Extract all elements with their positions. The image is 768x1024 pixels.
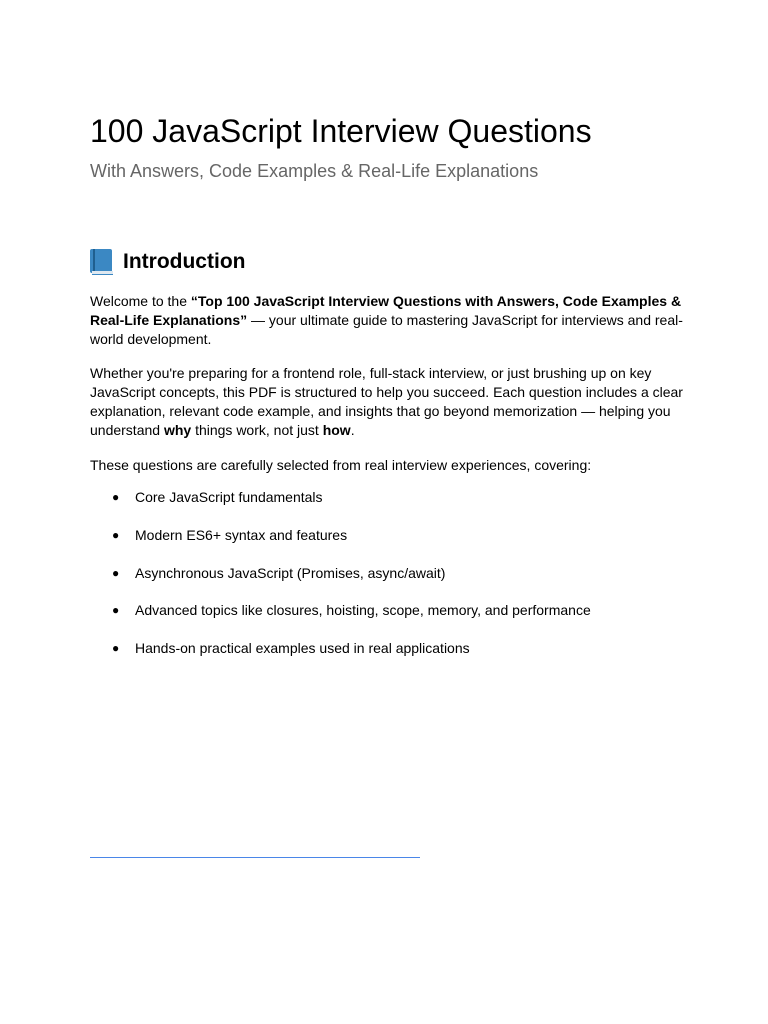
list-item [90,639,591,658]
list-item [90,526,591,545]
welcome-paragraph [90,292,690,349]
list-item-text: Asynchronous JavaScript (Promises, async/await) [135,565,446,581]
list-item [90,564,591,583]
purpose-paragraph [90,364,690,440]
guide-title-bold: “Top 100 JavaScript Interview Questions with Answers, Code Examples & Real-Life Explanations” [90,293,682,328]
list-item-text: Core JavaScript fundamentals [135,489,323,505]
bullet-dot: ● [112,566,120,580]
list-item-text: Advanced topics like closures, hoisting, scope, memory, and performance [135,602,591,618]
blue-book-icon [90,249,114,275]
document-title: 100 JavaScript Interview Questions [90,113,592,149]
purpose-part1: Whether you're preparing for a frontend role, full-stack interview, or just brushing up on key JavaScript concepts, this PDF is structured to help you succeed. Each question includes a clear explanation, relevant code example, and insights that go beyond memorization — helping you understand [90,365,683,438]
introduction-heading-text: Introduction [123,250,246,273]
list-item-text: Modern ES6+ syntax and features [135,527,348,543]
welcome-suffix: — your ultimate guide to mastering JavaScript for interviews and real-world development. [90,312,683,347]
coverage-paragraph: These questions are carefully selected from real interview experiences, covering: [90,457,592,473]
list-item-text: Hands-on practical examples used in real applications [135,640,470,656]
purpose-bold-why: why [163,422,192,438]
purpose-part3: . [350,422,355,438]
purpose-bold-how: how [322,422,351,438]
footnote-divider [90,857,420,858]
topics-list [90,488,591,658]
bullet-dot: ● [112,490,120,504]
purpose-part2: things work, not just [191,422,323,438]
introduction-heading [90,248,245,276]
document-subtitle: With Answers, Code Examples & Real-Life Explanations [90,161,539,181]
bullet-dot: ● [112,641,120,655]
bullet-dot: ● [112,528,120,542]
bullet-dot: ● [112,603,120,617]
welcome-prefix: Welcome to the [90,293,191,309]
list-item [90,488,591,507]
list-item [90,601,591,620]
